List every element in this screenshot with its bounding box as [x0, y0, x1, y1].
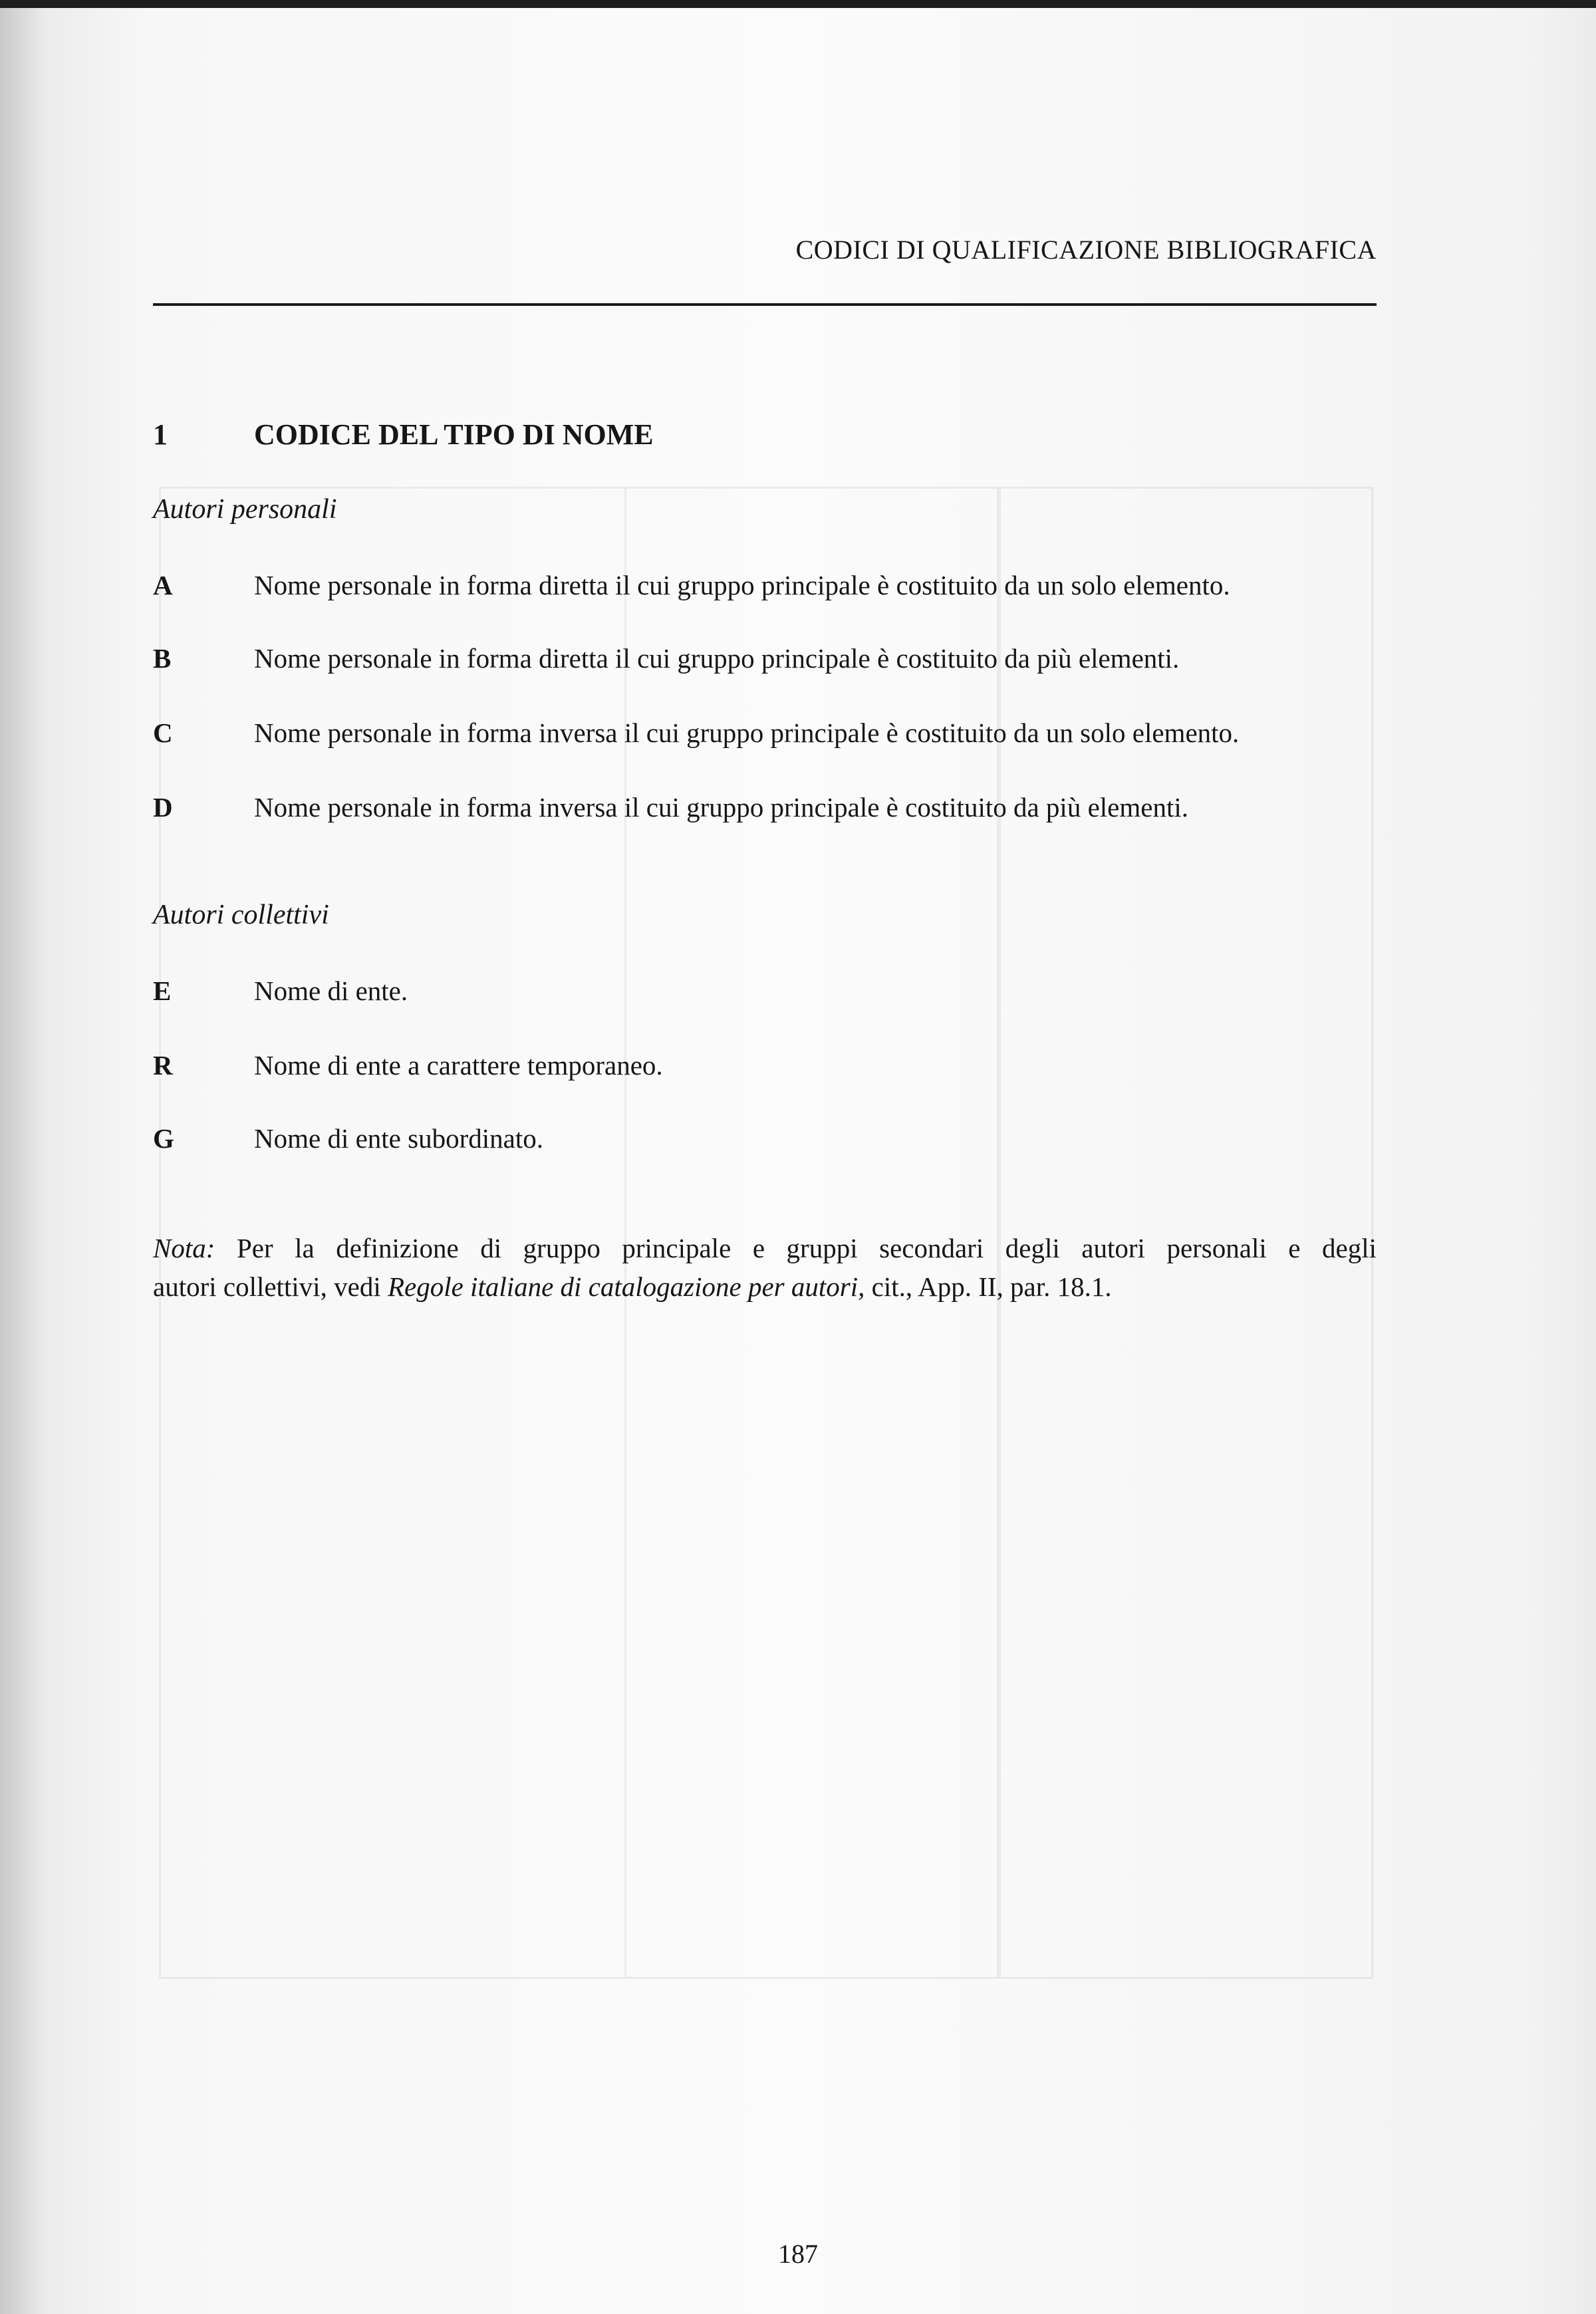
- code-letter: R: [153, 1050, 173, 1081]
- note-text-1: Per la definizione di gruppo principale e gruppi secondari degli autori personali e degli: [236, 1233, 1377, 1263]
- code-letter: B: [153, 643, 172, 674]
- note-label: Nota:: [153, 1233, 215, 1263]
- note-line-2: [153, 1267, 1377, 1306]
- note-paragraph: [153, 1229, 1377, 1306]
- note-text-2: autori collettivi, vedi: [153, 1271, 381, 1302]
- scan-edge: [0, 0, 1596, 8]
- code-letter: C: [153, 717, 173, 748]
- subheading-personal-authors: Autori personali: [153, 494, 337, 525]
- section-number: 1: [153, 418, 168, 451]
- subheading-collective-authors: Autori collettivi: [153, 900, 329, 930]
- code-description: Nome di ente.: [254, 975, 408, 1006]
- header-rule: [153, 303, 1377, 306]
- page-number: 187: [778, 2239, 818, 2269]
- note-cited-title: Regole italiane di catalogazione per autori,: [387, 1271, 865, 1302]
- running-head: CODICI DI QUALIFICAZIONE BIBLIOGRAFICA: [795, 235, 1377, 265]
- code-letter: A: [153, 570, 173, 600]
- code-description: Nome personale in forma diretta il cui gruppo principale è costituito da un solo elemento.: [254, 570, 1230, 600]
- section-title: CODICE DEL TIPO DI NOME: [254, 418, 654, 451]
- code-description: Nome personale in forma inversa il cui gruppo principale è costituito da più elementi.: [254, 792, 1188, 823]
- code-description: Nome personale in forma inversa il cui gruppo principale è costituito da un solo elemento.: [254, 717, 1240, 748]
- code-letter: E: [153, 975, 172, 1006]
- code-description: Nome personale in forma diretta il cui gruppo principale è costituito da più elementi.: [254, 643, 1180, 674]
- code-letter: G: [153, 1123, 174, 1154]
- note-line-1: [153, 1229, 1377, 1267]
- code-description: Nome di ente a carattere temporaneo.: [254, 1050, 663, 1081]
- note-text-3: cit., App. II, par. 18.1.: [871, 1271, 1112, 1302]
- code-description: Nome di ente subordinato.: [254, 1123, 543, 1154]
- code-letter: D: [153, 792, 173, 823]
